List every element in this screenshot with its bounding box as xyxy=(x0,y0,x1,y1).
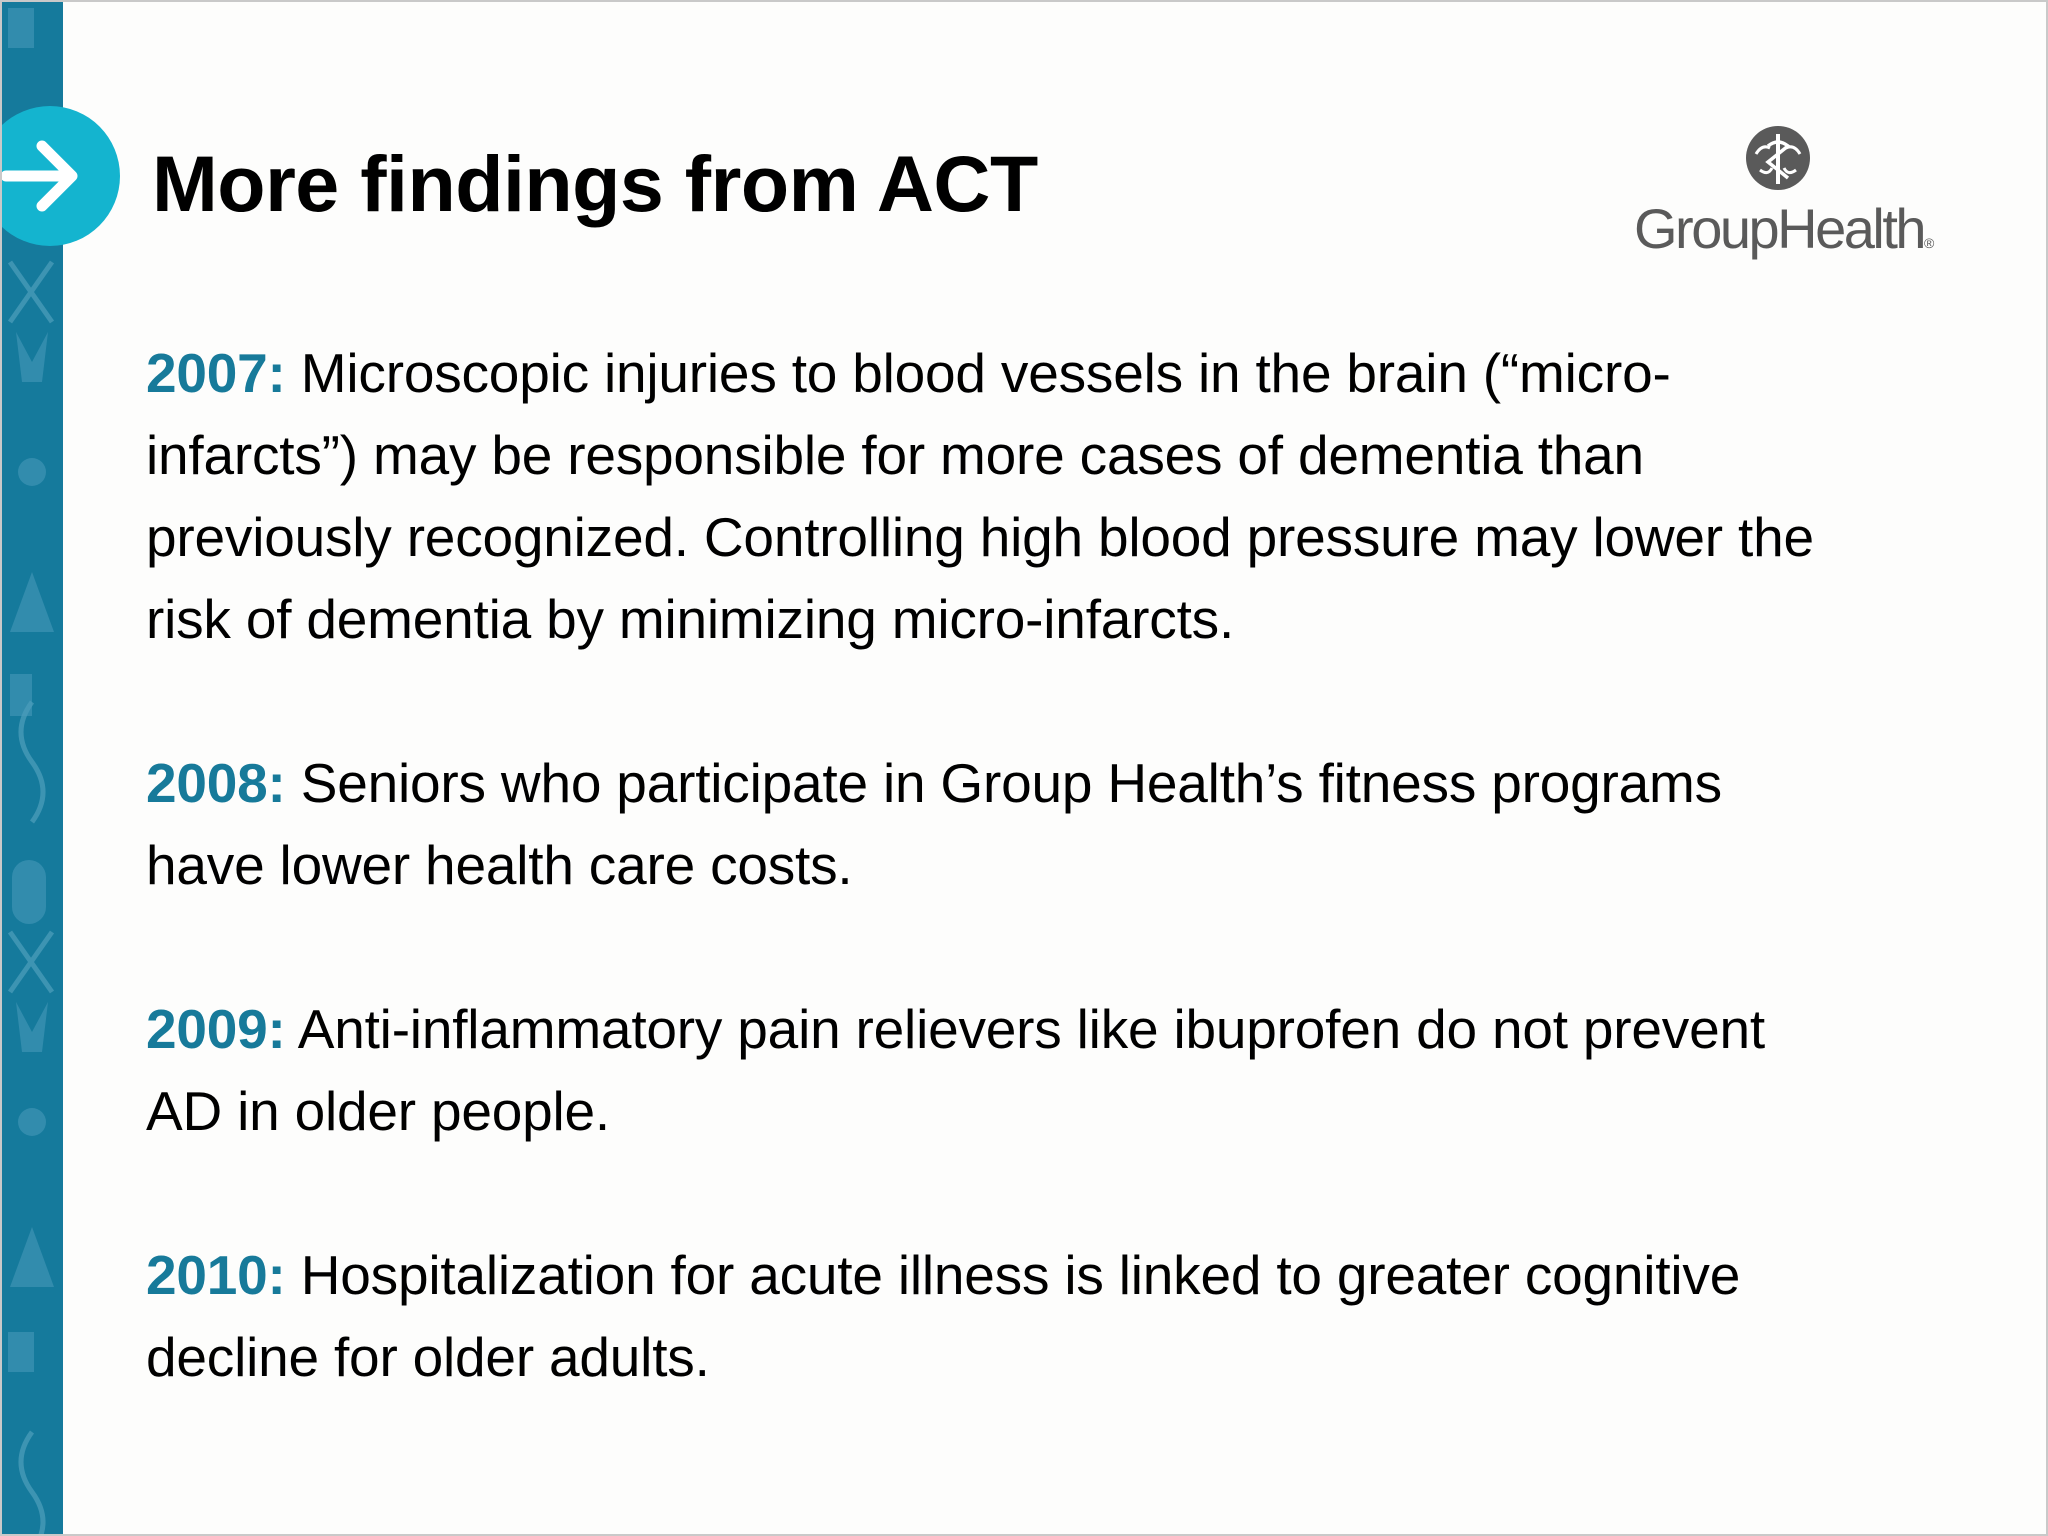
finding-item xyxy=(146,1234,1846,1398)
finding-text: Seniors who participate in Group Health’s fitness programs have lower health care costs. xyxy=(146,752,1722,896)
finding-text: Microscopic injuries to blood vessels in the brain (“micro-infarcts”) may be responsible for more cases of dementia than previously recognized. Controlling high blood pressure may lower the risk of dementia by minimizing micro-infarcts. xyxy=(146,342,1814,650)
finding-text: Anti-inflammatory pain relievers like ibuprofen do not prevent AD in older people. xyxy=(146,998,1765,1142)
finding-year: 2007: xyxy=(146,342,286,404)
grouphealth-logo xyxy=(1632,120,1952,260)
finding-item xyxy=(146,332,1846,660)
finding-text: Hospitalization for acute illness is linked to greater cognitive decline for older adults. xyxy=(146,1244,1741,1388)
finding-item xyxy=(146,988,1846,1152)
logo-wordmark xyxy=(1634,196,1934,261)
caduceus-seal-icon xyxy=(1744,124,1812,192)
finding-year: 2010: xyxy=(146,1244,286,1306)
finding-year: 2009: xyxy=(146,998,286,1060)
registered-mark: ® xyxy=(1924,235,1935,251)
slide-title: More findings from ACT xyxy=(152,139,1038,228)
arrow-right-icon xyxy=(2,138,82,214)
findings-list xyxy=(146,332,1846,1480)
finding-item xyxy=(146,742,1846,906)
finding-year: 2008: xyxy=(146,752,286,814)
arrow-badge xyxy=(0,106,120,246)
logo-text: GroupHealth xyxy=(1634,197,1925,260)
